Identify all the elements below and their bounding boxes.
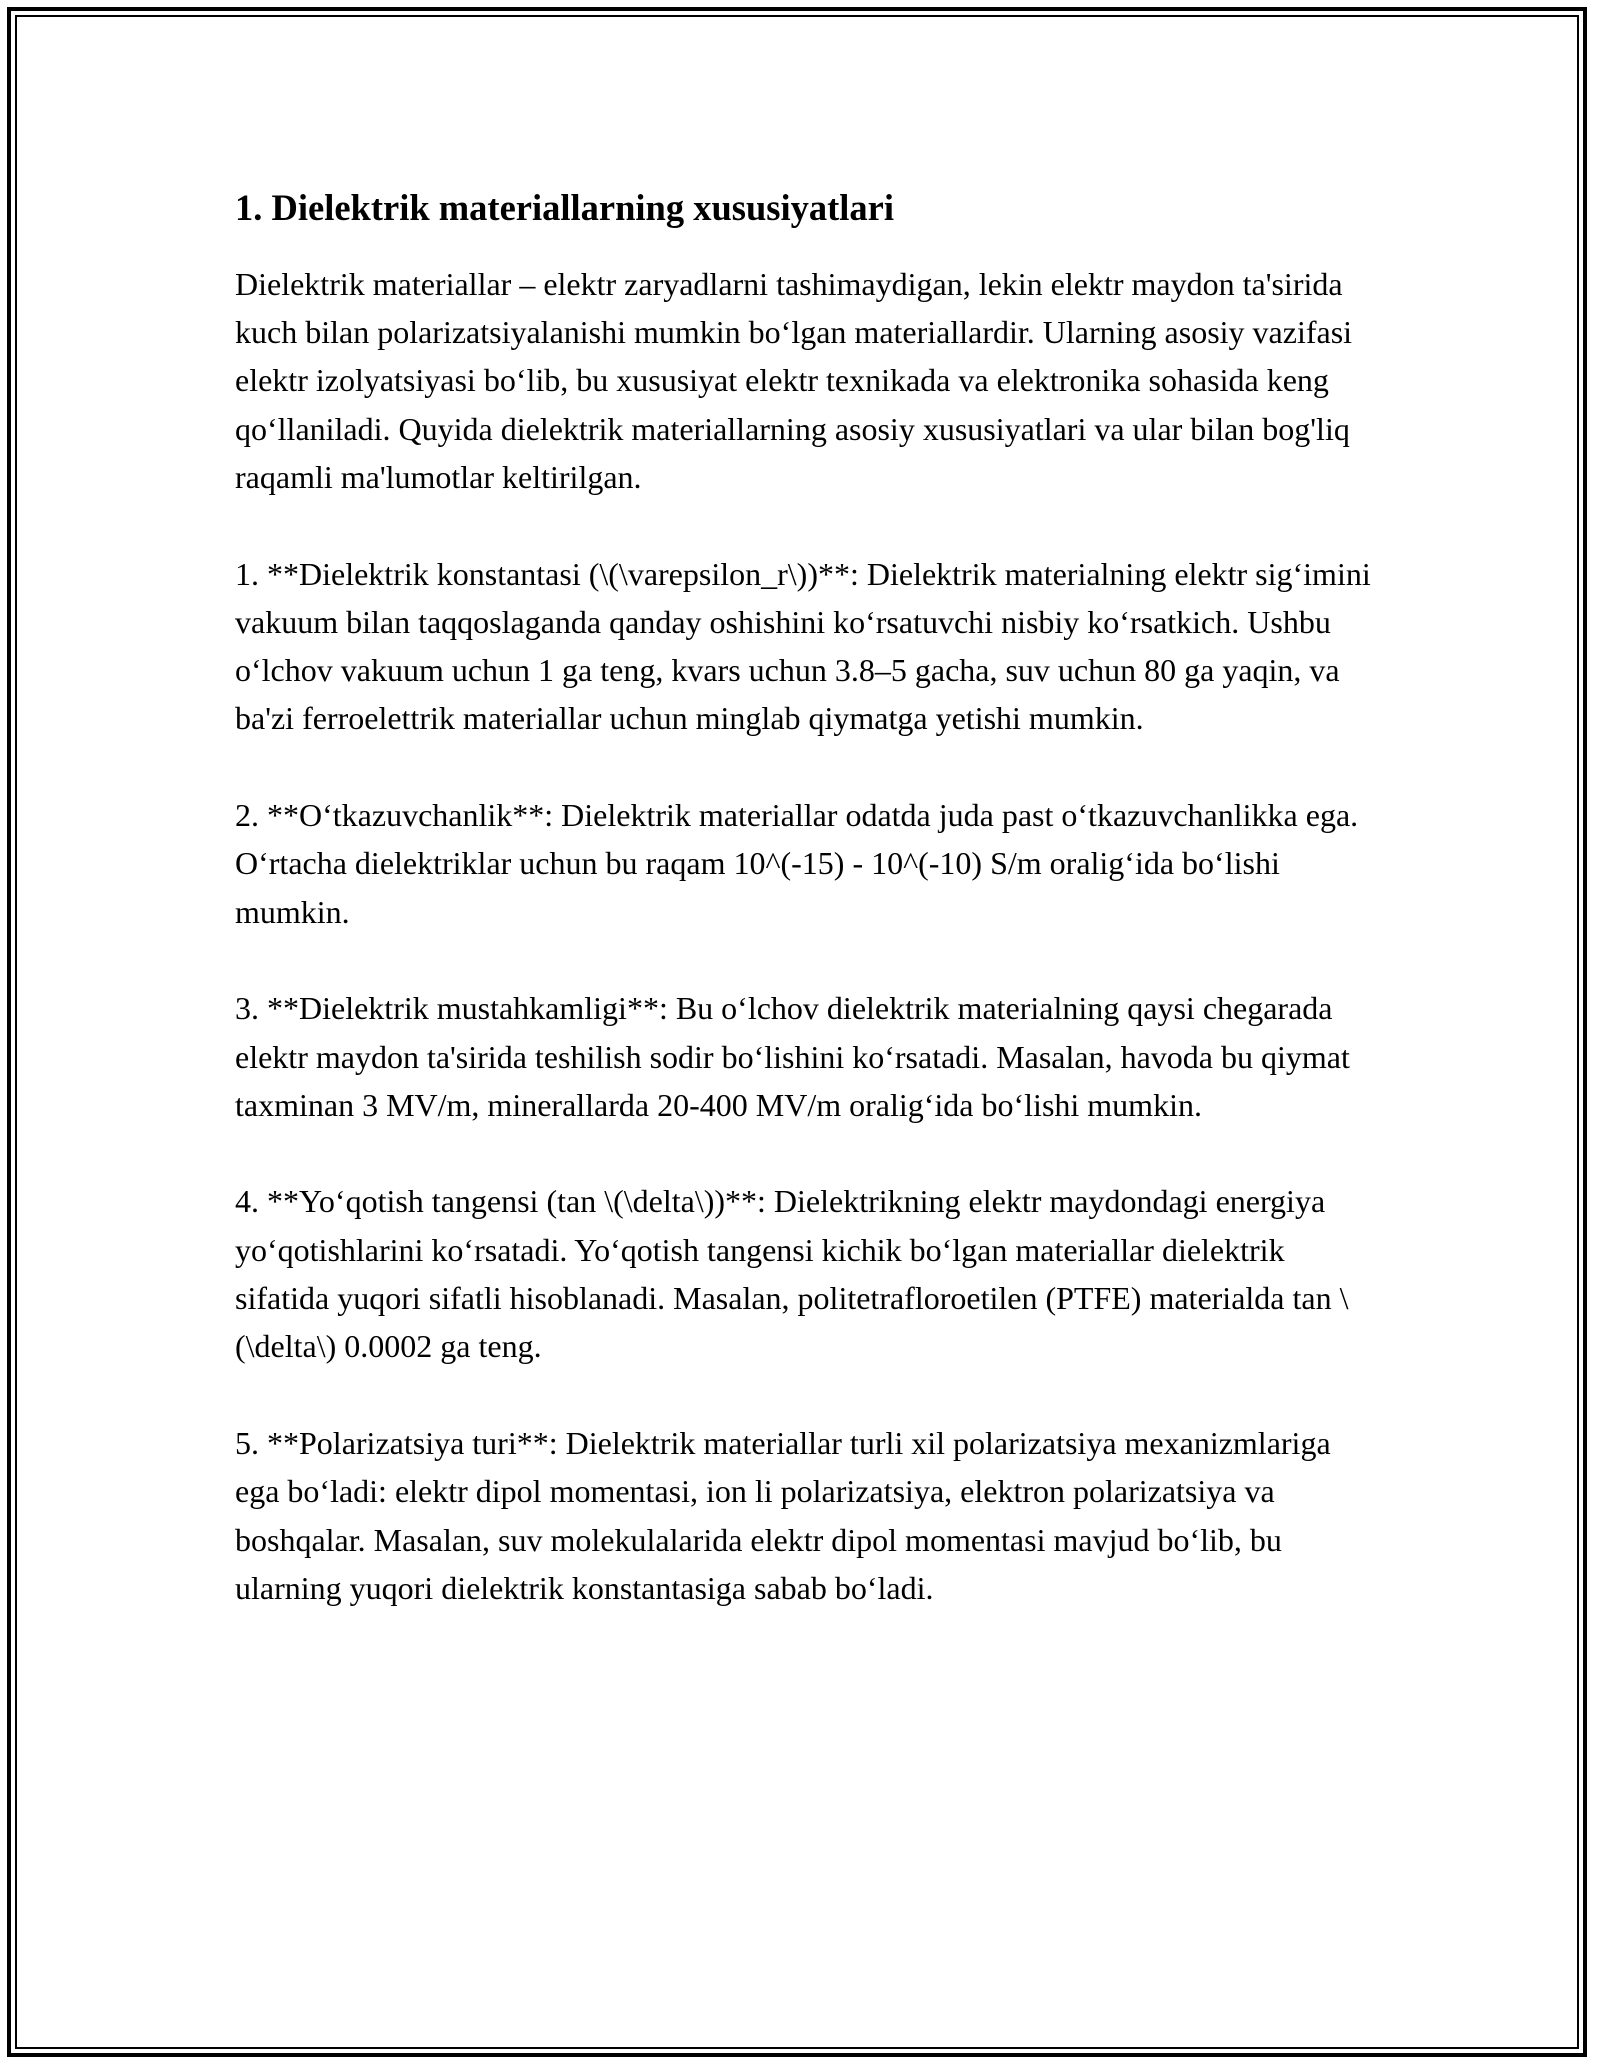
paragraph-dielectric-strength: 3. **Dielektrik mustahkamligi**: Bu oʻlchov dielektrik materialning qaysi chegarada elektr maydon ta'sirida teshilish sodir boʻlishini koʻrsatadi. Masalan, havoda bu qiymat taxminan 3 MV/m, minerallarda 20-400 MV/m oraligʻida boʻlishi mumkin. — [235, 990, 1350, 1123]
paragraph-loss-tangent: 4. **Yoʻqotish tangensi (tan \(\delta\))**: Dielektrikning elektr maydondagi energiya yoʻqotishlarini koʻrsatadi. Yoʻqotish tangensi kichik boʻlgan materiallar dielektrik sifatida yuqori sifatli hisoblanadi. Masalan, politetrafloroetilen (PTFE) materialda tan \(\delta\) 0.0002 ga teng. — [235, 1183, 1349, 1365]
document-body — [235, 186, 1375, 1612]
paragraph-conductivity: 2. **Oʻtkazuvchanlik**: Dielektrik materiallar odatda juda past oʻtkazuvchanlikka ega. Oʻrtacha dielektriklar uchun bu raqam 10^(-15) - 10^(-10) S/m oraligʻida boʻlishi mumkin. — [235, 797, 1359, 930]
paragraph-polarization-type: 5. **Polarizatsiya turi**: Dielektrik materiallar turli xil polarizatsiya mexanizmlariga ega boʻladi: elektr dipol momentasi, ion li polarizatsiya, elektron polarizatsiya va boshqalar. Masalan, suv molekulalarida elektr dipol momentasi mavjud boʻlib, bu ularning yuqori dielektrik konstantasiga sabab boʻladi. — [235, 1424, 1331, 1606]
document-title: 1. Dielektrik materiallarning xususiyatlari — [235, 187, 894, 228]
paragraph-dielectric-constant: 1. **Dielektrik konstantasi (\(\varepsilon_r\))**: Dielektrik materialning elektr sigʻimini vakuum bilan taqqoslaganda qanday oshishini koʻrsatuvchi nisbiy koʻrsatkich. Ushbu oʻlchov vakuum uchun 1 ga teng, kvars uchun 3.8–5 gacha, suv uchun 80 ga yaqin, va ba'zi ferroelettrik materiallar uchun minglab qiymatga yetishi mumkin. — [235, 555, 1371, 737]
paragraph-intro: Dielektrik materiallar – elektr zaryadlarni tashimaydigan, lekin elektr maydon ta'sirida kuch bilan polarizatsiyalanishi mumkin boʻlgan materiallardir. Ularning asosiy vazifasi elektr izolyatsiyasi boʻlib, bu xususiyat elektr texnikada va elektronika sohasida keng qoʻllaniladi. Quyida dielektrik materiallarning asosiy xususiyatlari va ular bilan bog'liq raqamli ma'lumotlar keltirilgan. — [235, 265, 1353, 495]
